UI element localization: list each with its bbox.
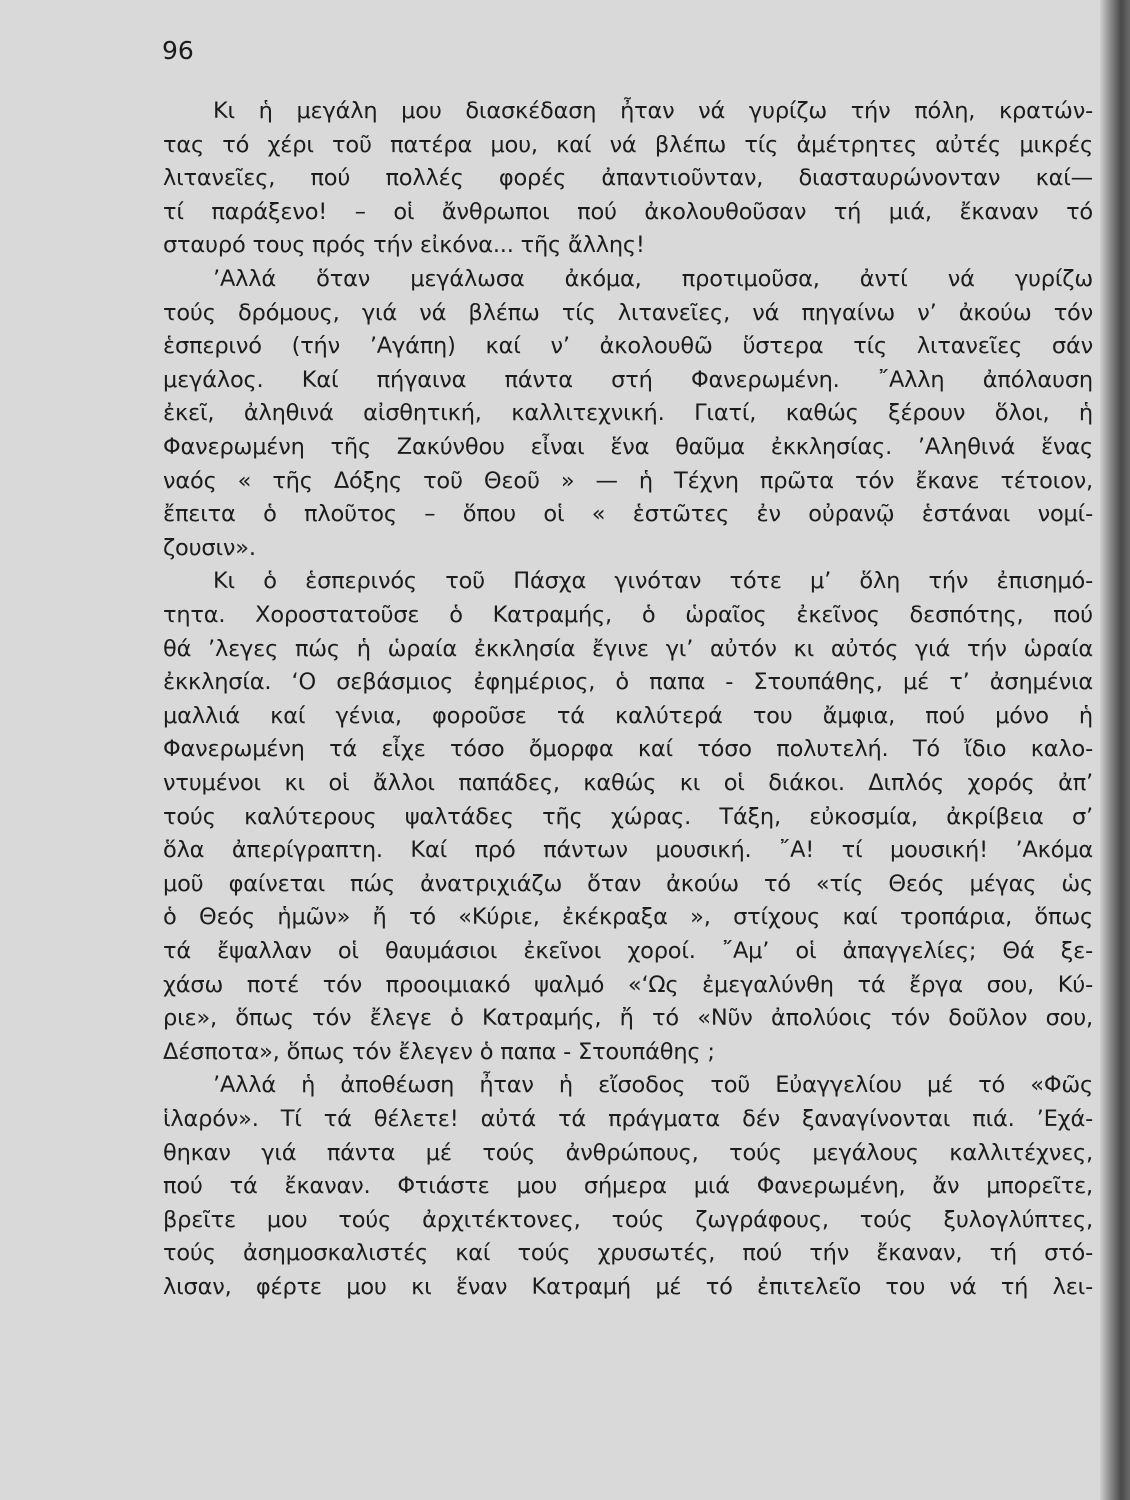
text-line: ὁ Θεός ἡμῶν» ἤ τό «Κύριε, ἐκέκραξα », στίχους καί τροπάρια, ὅπως (163, 904, 1093, 931)
text-line: τά ἔψαλλαν οἱ θαυμάσιοι ἐκεῖνοι χοροί. ῎Αμ’ οἱ ἀπαγγελίες; Θά ξε- (163, 938, 1093, 964)
text-line: ὅλα ἀπερίγραπτη. Καί πρό πάντων μουσική. ῎Α! τί μουσική! ’Ακόμα (163, 837, 1093, 864)
text-line: ριε», ὅπως τόν ἔλεγε ὁ Κατραμής, ἤ τό «Νῦν ἀπολύοις τόν δοῦλον σου, (163, 1005, 1093, 1032)
text-line: Φανερωμένη τῆς Ζακύνθου εἶναι ἕνα θαῦμα ἐκκλησίας. ’Αληθινά ἕνας (163, 434, 1093, 460)
book-spine-shadow (1100, 0, 1130, 1500)
page-number: 96 (162, 36, 194, 65)
text-line: τητα. Χοροστατοῦσε ὁ Κατραμής, ὁ ὡραῖος ἐκεῖνος δεσπότης, πού (163, 602, 1093, 628)
text-line: τούς ἀσημοσκαλιστές καί τούς χρυσωτές, πού τήν ἔκαναν, τή στό- (163, 1240, 1093, 1267)
text-line: ’Αλλά ὅταν μεγάλωσα ἀκόμα, προτιμοῦσα, ἀντί νά γυρίζω (213, 266, 1093, 292)
text-line: τούς δρόμους, γιά νά βλέπω τίς λιτανεῖες, νά πηγαίνω ν’ ἀκούω τόν (163, 299, 1093, 326)
text-line: ζουσιν». (163, 534, 256, 561)
text-line: θά ’λεγες πώς ἡ ὡραία ἐκκλησία ἔγινε γι’ αὐτόν κι αὐτός γιά τήν ὡραία (163, 635, 1093, 662)
text-line: Φανερωμένη τά εἶχε τόσο ὄμορφα καί τόσο πολυτελή. Τό ἴδιο καλο- (163, 736, 1093, 763)
text-line: τί παράξενο! – οἱ ἄνθρωποι πού ἀκολουθοῦσαν τή μιά, ἔκαναν τό (163, 198, 1093, 225)
text-line: μαλλιά καί γένια, φοροῦσε τά καλύτερά του ἄμφια, πού μόνο ἡ (163, 702, 1093, 729)
text-line: ἔπειτα ὁ πλοῦτος – ὅπου οἱ « ἑστῶτες ἐν οὐρανῷ ἑστάναι νομί- (163, 501, 1093, 528)
text-line: βρεῖτε μου τούς ἀρχιτέκτονες, τούς ζωγράφους, τούς ξυλογλύπτες, (163, 1206, 1093, 1233)
text-line: ντυμένοι κι οἱ ἄλλοι παπάδες, καθώς κι οἱ διάκοι. Διπλός χορός ἀπ’ (163, 770, 1093, 796)
text-line: ἱλαρόν». Τί τά θέλετε! αὐτά τά πράγματα δέν ξαναγίνονται πιά. ’Εχά- (163, 1106, 1093, 1132)
text-line: τούς καλύτερους ψαλτάδες τῆς χώρας. Τάξη, εὐκοσμία, ἀκρίβεια σ’ (163, 803, 1093, 830)
text-line: τας τό χέρι τοῦ πατέρα μου, καί νά βλέπω τίς ἀμέτρητες αὐτές μικρές (163, 131, 1093, 158)
text-line: σταυρό τους πρός τήν εἰκόνα... τῆς ἄλλης! (163, 232, 645, 259)
text-line: ἐκεῖ, ἀληθινά αἰσθητική, καλλιτεχνική. Γιατί, καθώς ξέρουν ὅλοι, ἡ (163, 400, 1093, 427)
text-line: Κι ὁ ἑσπερινός τοῦ Πάσχα γινόταν τότε μ’ ὅλη τήν ἐπισημό- (213, 568, 1093, 595)
text-line: Δέσποτα», ὅπως τόν ἔλεγεν ὁ παπα - Στουπάθης ; (163, 1038, 715, 1065)
text-line: ναός « τῆς Δόξης τοῦ Θεοῦ » — ἡ Τέχνη πρῶτα τόν ἔκανε τέτοιον, (163, 467, 1093, 494)
text-line: μοῦ φαίνεται πώς ἀνατριχιάζω ὅταν ἀκούω τό «τίς Θεός μέγας ὡς (163, 870, 1093, 897)
text-line: θηκαν γιά πάντα μέ τούς ἀνθρώπους, τούς μεγάλους καλλιτέχνες, (163, 1139, 1093, 1166)
text-line: χάσω ποτέ τόν προοιμιακό ψαλμό «‘Ως ἐμεγαλύνθη τά ἔργα σου, Κύ- (163, 971, 1093, 998)
text-line: Κι ἡ μεγάλη μου διασκέδαση ἦταν νά γυρίζω τήν πόλη, κρατών- (213, 98, 1093, 124)
text-line: ἑσπερινό (τήν ’Αγάπη) καί ν’ ἀκολουθῶ ὕστερα τίς λιτανεῖες σάν (163, 333, 1093, 360)
text-line: ἐκκλησία. ‘Ο σεβάσμιος ἐφημέριος, ὁ παπα - Στουπάθης, μέ τ’ ἀσημένια (163, 669, 1093, 696)
text-line: μεγάλος. Καί πήγαινα πάντα στή Φανερωμένη. ῎Αλλη ἀπόλαυση (163, 366, 1093, 393)
text-line: λισαν, φέρτε μου κι ἕναν Κατραμή μέ τό ἐπιτελεῖο του νά τή λει- (163, 1274, 1093, 1300)
text-line: πού τά ἔκαναν. Φτιάστε μου σήμερα μιά Φανερωμένη, ἄν μπορεῖτε, (163, 1173, 1093, 1200)
text-line: λιτανεῖες, πού πολλές φορές ἀπαντιοῦνταν, διασταυρώνονταν καί— (163, 165, 1093, 192)
text-line: ’Αλλά ἡ ἀποθέωση ἦταν ἡ εἴσοδος τοῦ Εὐαγγελίου μέ τό «Φῶς (213, 1072, 1093, 1099)
